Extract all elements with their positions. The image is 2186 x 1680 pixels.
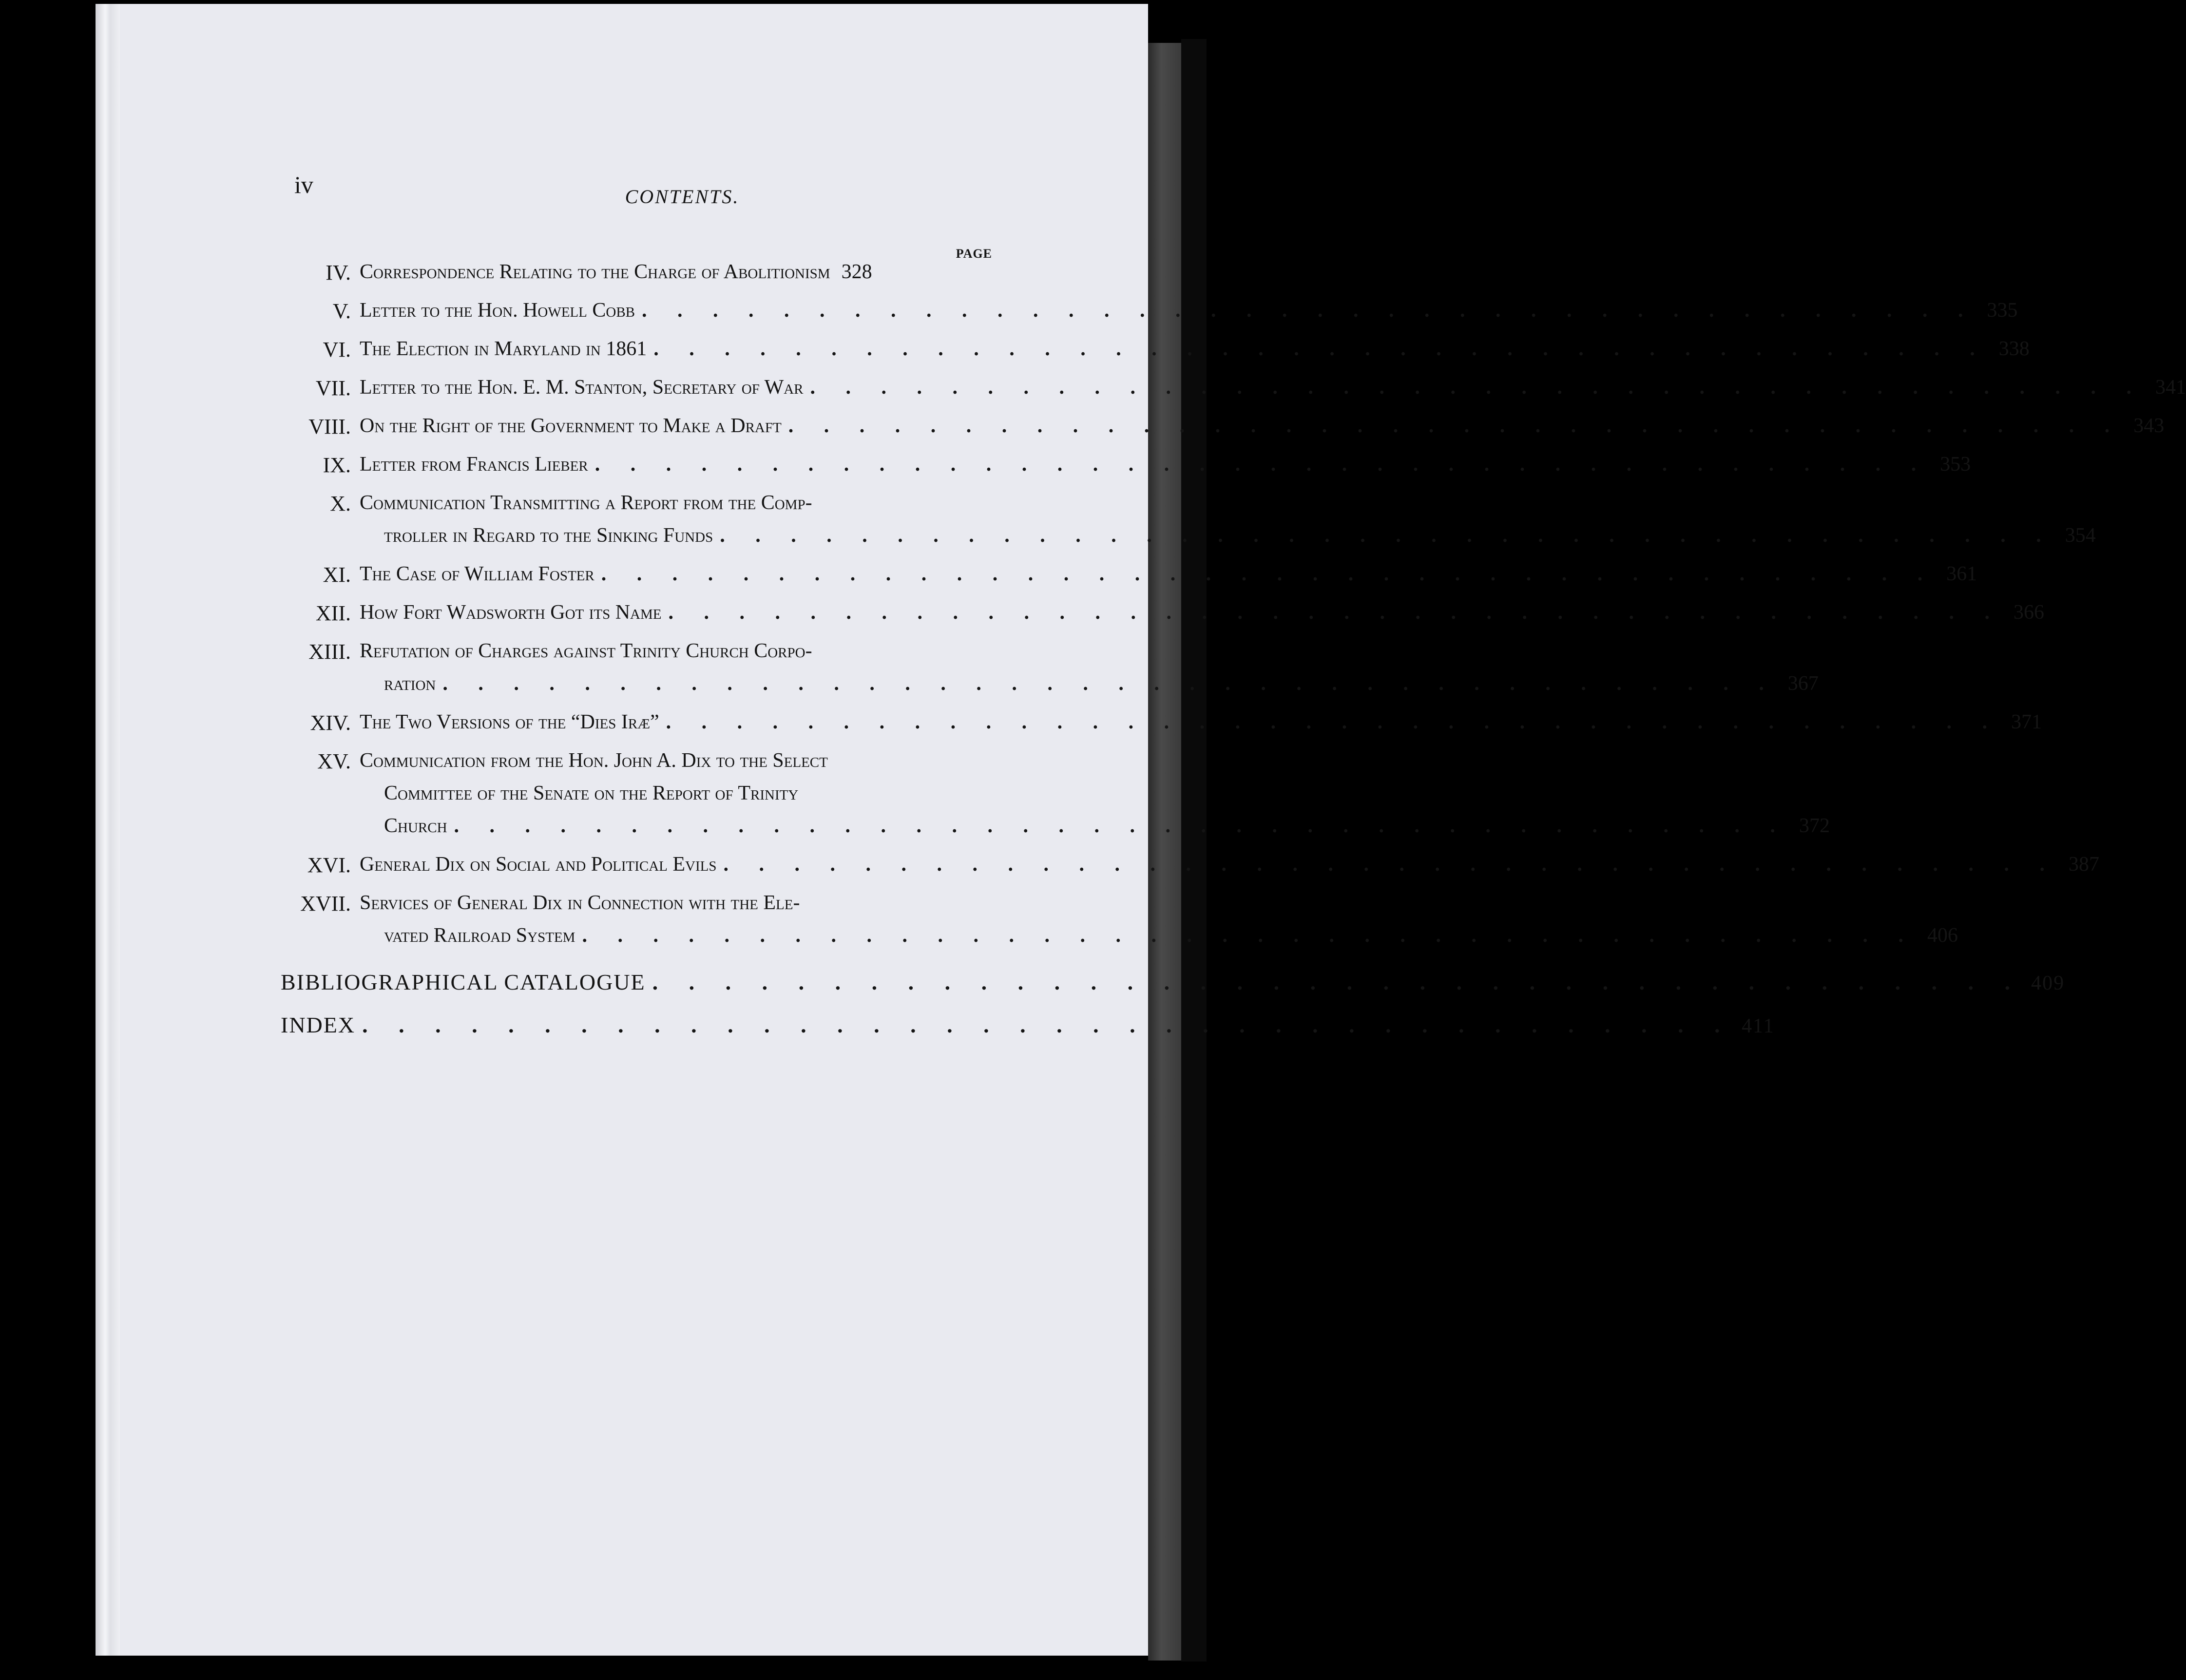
dot-leader: . . . . . . . . . . . . . . . . . . . . . . . . . . . . . . . . . . . . . . xyxy=(788,415,2123,437)
toc-entry-title-line: Communication Transmitting a Report from the Comp- xyxy=(360,492,812,514)
toc-backmatter-title: INDEX xyxy=(281,1012,356,1037)
toc-entry-numeral: IV. xyxy=(326,261,351,285)
toc-entry-title-line: ration xyxy=(384,672,436,695)
toc-entry-numeral: VI. xyxy=(323,338,351,362)
toc-entry-title-line: Letter from Francis Lieber xyxy=(360,453,588,476)
toc-entry-numeral: XIV. xyxy=(310,711,351,735)
toc-entry-title-line: On the Right of the Government to Make a Draft xyxy=(360,415,782,437)
dot-leader: . . . . . . . . . . . . . . . . . . . . . . . . . . . . . . . . . . . . . . xyxy=(666,711,2000,733)
binding-edge xyxy=(96,4,120,1656)
toc-entry-title-line: The Two Versions of the “Dies Iræ” xyxy=(360,711,659,733)
toc-entry-numeral: IX. xyxy=(323,453,351,477)
toc-page-number: 411 xyxy=(1742,1015,1775,1037)
toc-entry-numeral: XI. xyxy=(323,563,351,587)
toc-entry-title-line: Church xyxy=(384,815,447,837)
toc-page-number: 406 xyxy=(1927,924,1958,947)
toc-page-number: 343 xyxy=(2133,415,2165,437)
toc-entry-title-line: Communication from the Hon. John A. Dix to the Select xyxy=(360,749,828,772)
toc-entry-title-line: General Dix on Social and Political Evils xyxy=(360,853,717,876)
toc-entry-title-line: The Election in Maryland in 1861 xyxy=(360,338,647,360)
dot-leader: . . . . . . . . . . . . . . . . . . . . . . . . . . . . . . . . . . . . . . xyxy=(601,563,1936,585)
toc-page-number: 335 xyxy=(1987,299,2018,322)
toc-entry-title-line: The Case of William Foster xyxy=(360,563,594,585)
toc-page-number: 353 xyxy=(1940,453,1971,476)
toc-entry-title-line: Services of General Dix in Connection with the Ele- xyxy=(360,892,800,914)
toc-page-number: 328 xyxy=(841,261,872,283)
toc-entry-title-line: Committee of the Senate on the Report of Trinity xyxy=(384,782,799,804)
toc-entry-numeral: XVI. xyxy=(307,853,351,877)
toc-page-number: 366 xyxy=(2013,601,2044,624)
toc-entry-title-line: Letter to the Hon. Howell Cobb xyxy=(360,299,635,322)
toc-page-number: 372 xyxy=(1799,815,1830,837)
dot-leader: . . . . . . . . . . . . . . . . . . . . . . . . . . . . . . . . . . . . . . xyxy=(652,970,2023,994)
toc-backmatter-title: BIBLIOGRAPHICAL CATALOGUE xyxy=(281,970,646,994)
toc-entry-numeral: XIII. xyxy=(308,640,351,664)
toc-entry-title-line: Correspondence Relating to the Charge of Abolitionism xyxy=(360,261,830,283)
scan-background-edge xyxy=(1181,39,1207,1661)
toc-page-number: 341 xyxy=(2155,376,2186,399)
toc-page-number: 387 xyxy=(2068,853,2099,876)
toc-entry-title-line: troller in Regard to the Sinking Funds xyxy=(384,524,713,547)
toc-entry-title-line: Refutation of Charges against Trinity Church Corpo- xyxy=(360,640,812,662)
dot-leader: . . . . . . . . . . . . . . . . . . . . . . . . . . . . . . . . . . . . . . xyxy=(653,338,1988,360)
dot-leader: . . . . . . . . . . . . . . . . . . . . . . . . . . . . . . . . . . . . . . xyxy=(362,1012,1733,1037)
toc-entry-numeral: XV. xyxy=(317,749,351,773)
dot-leader: . . . . . . . . . . . . . . . . . . . . . . . . . . . . . . . . . . . . . . xyxy=(723,853,2057,876)
toc-entry-numeral: XVII. xyxy=(300,892,351,916)
table-of-contents xyxy=(273,0,2186,1657)
dot-leader: . . . . . . . . . . . . . . . . . . . . . . . . . . . . . . . . . . . . . . xyxy=(720,524,2054,547)
dot-leader: . . . . . . . . . . . . . . . . . . . . . . . . . . . . . . . . . . . . . . xyxy=(810,376,2145,399)
toc-entry-title-line: How Fort Wadsworth Got its Name xyxy=(360,601,662,624)
fore-edge-strip xyxy=(1148,43,1181,1661)
toc-entry-title-line: Letter to the Hon. E. M. Stanton, Secretary of War xyxy=(360,376,804,399)
dot-leader: . . . . . . . . . . . . . . . . . . . . . . . . . . . . . . . . . . . . . . xyxy=(442,672,1777,695)
page-column-label: PAGE xyxy=(956,247,992,261)
toc-page-number: 338 xyxy=(1998,338,2030,360)
toc-entry-numeral: VIII. xyxy=(308,415,351,439)
toc-entry-numeral: XII. xyxy=(315,601,351,625)
toc-page-number: 409 xyxy=(2031,972,2065,994)
toc-page-number: 367 xyxy=(1787,672,1819,695)
toc-entry-title-line: vated Railroad System xyxy=(384,924,575,947)
toc-entry-numeral: X. xyxy=(330,492,351,515)
dot-leader: . . . . . . . . . . . . . . . . . . . . . . . . . . . . . . . . . . . . . . xyxy=(582,924,1916,947)
dot-leader: . . . . . . . . . . . . . . . . . . . . . . . . . . . . . . . . . . . . . . xyxy=(594,453,1929,476)
toc-page-number: 354 xyxy=(2065,524,2096,547)
toc-entry-numeral: V. xyxy=(332,299,351,323)
dot-leader: . . . . . . . . . . . . . . . . . . . . . . . . . . . . . . . . . . . . . . xyxy=(642,299,1976,322)
running-head: CONTENTS. xyxy=(625,186,740,208)
toc-page-number: 371 xyxy=(2011,711,2042,733)
toc-entry-numeral: VII. xyxy=(315,376,351,400)
dot-leader: . . . . . . . . . . . . . . . . . . . . . . . . . . . . . . . . . . . . . . xyxy=(668,601,2002,624)
toc-page-number: 361 xyxy=(1946,563,1977,585)
dot-leader: . . . . . . . . . . . . . . . . . . . . . . . . . . . . . . . . . . . . . . xyxy=(454,815,1788,837)
page-folio: iv xyxy=(294,171,313,198)
